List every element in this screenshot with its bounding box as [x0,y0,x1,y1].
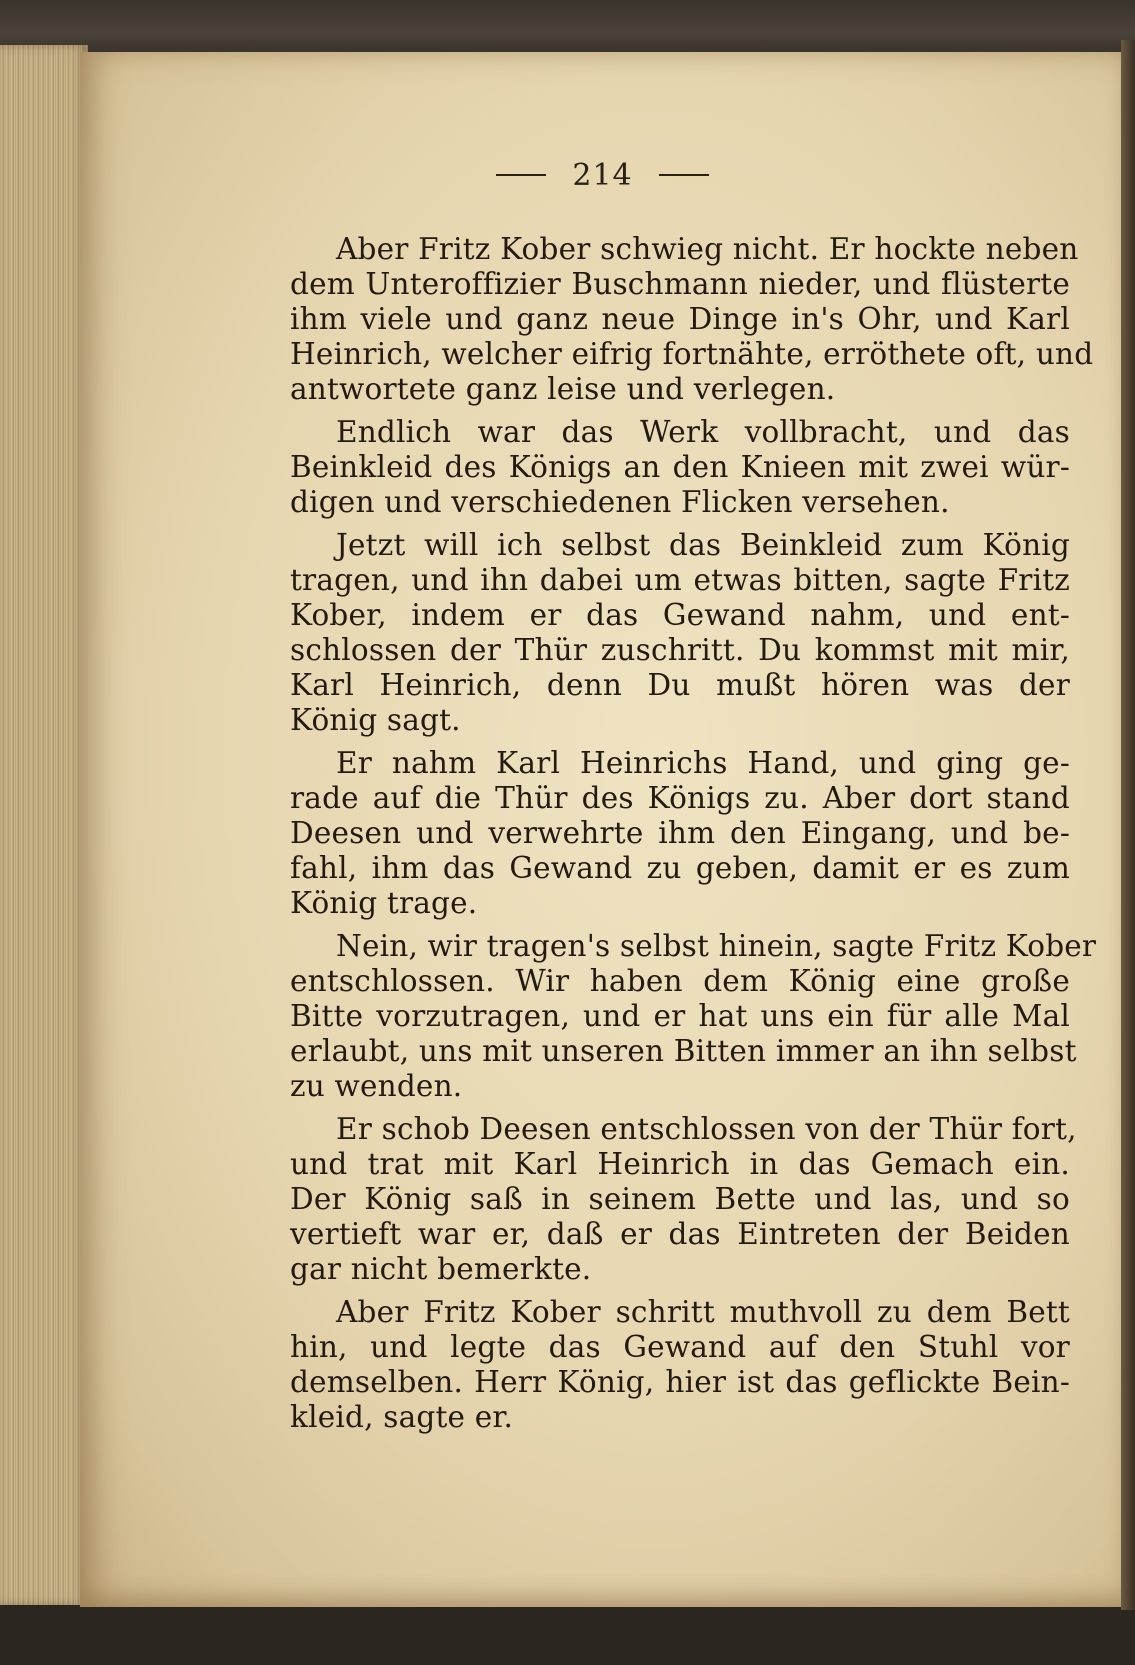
text-line: Deesen und verwehrte ihm den Eingang, und be- [290,816,1070,850]
text-line: Kober, indem er das Gewand nahm, und ent- [290,598,1070,632]
text-line: digen und verschiedenen Flicken versehen. [290,485,950,519]
text-line: Der König saß in seinem Bette und las, und so [290,1182,1070,1216]
header-dash-right [659,174,709,176]
text-line: Aber Fritz Kober schritt muthvoll zu dem Bett [336,1295,1070,1329]
text-line: gar nicht bemerkte. [290,1252,592,1286]
text-line: kleid, sagte er. [290,1400,514,1434]
text-line: König sagt. [290,703,461,737]
text-line: zu wenden. [290,1069,463,1103]
text-line: Nein, wir tragen's selbst hinein, sagte Fritz Kober [336,929,1097,963]
paragraph [290,528,1070,738]
book-spine-edge [1121,40,1135,1610]
paragraph [290,746,1070,921]
text-line: hin, und legte das Gewand auf den Stuhl vor [290,1330,1070,1364]
text-line: Karl Heinrich, denn Du mußt hören was der [290,668,1070,702]
text-line: Jetzt will ich selbst das Beinkleid zum König [336,528,1070,562]
text-line: König trage. [290,886,478,920]
text-line: Beinkleid des Königs an den Knieen mit zwei wür- [290,450,1070,484]
page-number: 214 [572,157,633,193]
paragraph [290,1112,1077,1287]
text-line: ihm viele und ganz neue Dinge in's Ohr, und Karl [290,302,1070,336]
text-line: Er nahm Karl Heinrichs Hand, und ging ge- [336,746,1070,780]
book-page-edges [0,45,88,1605]
text-line: Endlich war das Werk vollbracht, und das [336,415,1070,449]
paragraph [290,232,1094,407]
text-line: fahl, ihm das Gewand zu geben, damit er es zum [290,851,1070,885]
text-line: schlossen der Thür zuschritt. Du kommst mit mir, [290,633,1070,667]
text-line: demselben. Herr König, hier ist das geflickte Bein- [290,1365,1070,1399]
paragraph [290,929,1097,1104]
page-header [80,150,1125,200]
text-line: Bitte vorzutragen, und er hat uns ein für alle Mal [290,999,1070,1033]
text-line: erlaubt, uns mit unseren Bitten immer an ihn selbst [290,1034,1077,1068]
text-line: Aber Fritz Kober schwieg nicht. Er hockte neben [336,232,1079,266]
text-line: tragen, und ihn dabei um etwas bitten, sagte Fritz [290,563,1070,597]
text-line: rade auf die Thür des Königs zu. Aber dort stand [290,781,1070,815]
body-text [290,232,1097,1443]
text-line: Heinrich, welcher eifrig fortnähte, erröthete oft, und [290,337,1094,371]
paragraph [290,1295,1070,1435]
text-line: dem Unteroffizier Buschmann nieder, und flüsterte [290,267,1070,301]
text-line: und trat mit Karl Heinrich in das Gemach ein. [290,1147,1070,1181]
text-line: vertieft war er, daß er das Eintreten der Beiden [290,1217,1070,1251]
text-line: entschlossen. Wir haben dem König eine große [290,964,1070,998]
text-line: antwortete ganz leise und verlegen. [290,372,836,406]
text-line: Er schob Deesen entschlossen von der Thür fort, [336,1112,1077,1146]
header-dash-left [496,174,546,176]
paragraph [290,415,1070,520]
